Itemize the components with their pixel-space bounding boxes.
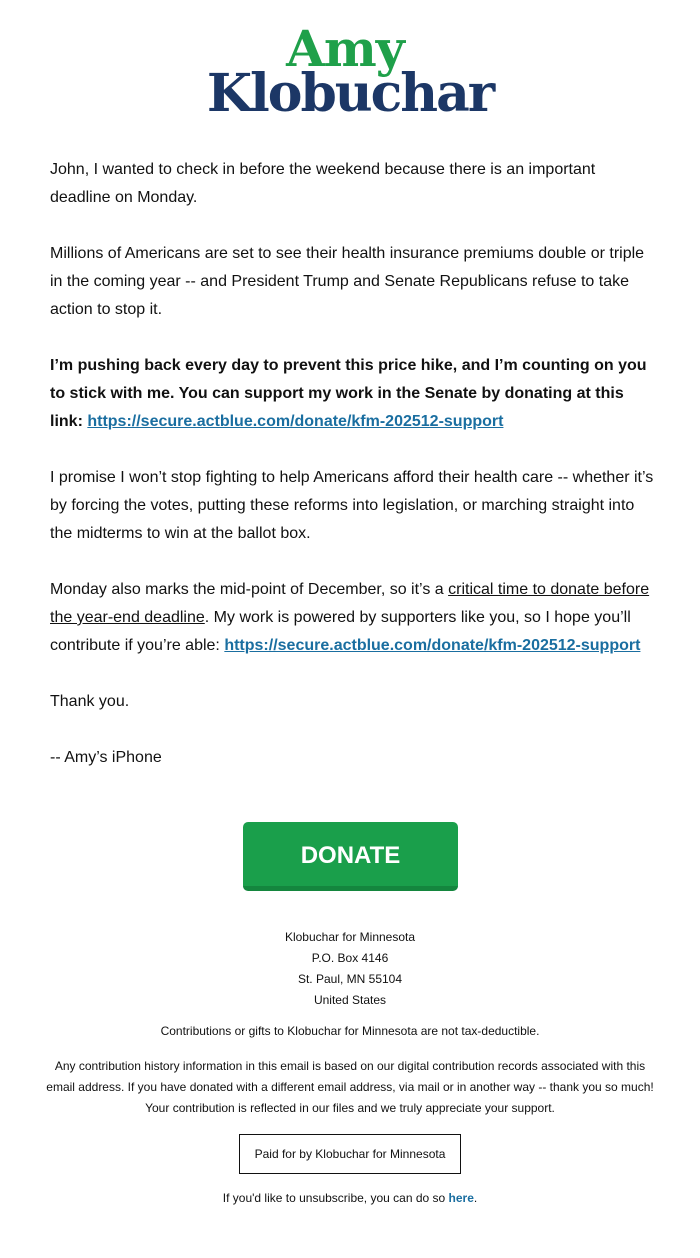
deadline-underlined-link[interactable]: critical time to donate before the year-end deadline [50,581,650,626]
logo-last-name: Klobuchar [206,63,494,124]
donate-link-1[interactable]: https://secure.actblue.com/donate/kfm-202512-support [87,413,504,430]
footer-address [40,927,660,1011]
email-body [50,156,660,800]
paragraph-appeal [50,352,660,436]
deadline-text-mid: . My work is powered by supporters like you, so I hope you’ll contribute if you’re able: [50,609,631,654]
paragraph-premiums: Millions of Americans are set to see their health insurance premiums double or triple in the coming year -- and President Trump and Senate Republicans refuse to take action to stop it. [50,245,645,318]
unsubscribe-period: . [473,1191,478,1205]
logo-first-name: Amy [286,19,404,78]
logo [0,19,700,124]
footer-org: Klobuchar for Minnesota [284,930,416,944]
paid-for-disclaimer: Paid for by Klobuchar for Minnesota [239,1134,461,1174]
donate-button-wrap [243,822,458,892]
tax-note: Contributions or gifts to Klobuchar for Minnesota are not tax-deductible. [160,1024,540,1038]
contribution-history-note: Any contribution history information in this email is based on our digital contribution records associated with this email address. If you have donated with a different email address, via mail or in another way -- thank you so much! Your contribution is reflected in our files and we truly appreciate your support. [46,1059,654,1115]
signature: -- Amy’s iPhone [50,749,162,766]
paragraph-deadline [50,576,660,660]
unsubscribe-line [40,1191,660,1205]
unsubscribe-text: If you'd like to unsubscribe, you can do so [222,1191,449,1205]
unsubscribe-link[interactable]: here [448,1191,474,1205]
donate-link-2[interactable]: https://secure.actblue.com/donate/kfm-202512-support [224,637,641,654]
donate-button[interactable]: DONATE [243,822,458,891]
footer-country: United States [313,993,387,1007]
deadline-text-pre: Monday also marks the mid-point of December, so it’s a [50,581,449,598]
paragraph-promise: I promise I won’t stop fighting to help Americans afford their health care -- whether it’s by forcing the votes, putting these reforms into legislation, or marching straight into the midterms to win at the ballot box. [50,469,654,542]
appeal-bold-text: I’m pushing back every day to prevent this price hike, and I’m counting on you to stick with me. You can support my work in the Senate by donating at this link: [50,357,647,430]
paragraph-thanks: Thank you. [50,693,130,710]
footer-po-box: P.O. Box 4146 [311,951,389,965]
paragraph-intro: John, I wanted to check in before the weekend because there is an important deadline on Monday. [50,161,596,206]
footer-city: St. Paul, MN 55104 [297,972,403,986]
